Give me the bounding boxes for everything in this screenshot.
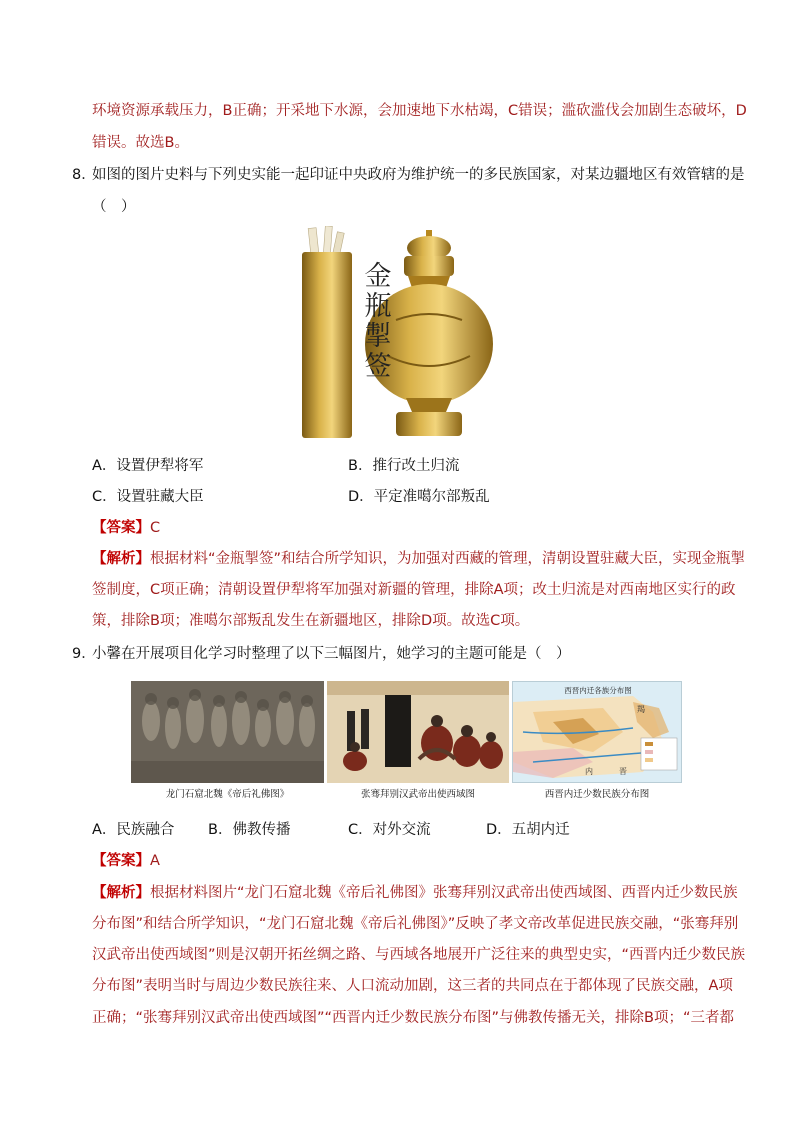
q9-analysis-text-1: 根据材料图片“龙门石窟北魏《帝后礼佛图》张骞拜别汉武帝出使西域图、西晋内迁少数民族 <box>150 885 738 901</box>
q8-analysis-line-2: 签制度，C项正确；清朝设置伊犁将军加强对新疆的管理，排除A项；改土归流是对西南地区实行的政 <box>92 582 736 598</box>
migration-map <box>513 682 682 783</box>
q8-stem-line-1: 如图的图片史料与下列史实能一起印证中央政府为维护统一的多民族国家，对某边疆地区有效管辖的是 <box>92 167 745 183</box>
q9-analysis-line-4: 分布图”表明当时与周边少数民族往来、人口流动加剧，这三者的共同点在于都体现了民族交融，A项 <box>92 978 733 994</box>
map-title: 西晋内迁各族分布图 <box>564 686 632 695</box>
map-label-jin: 晋 <box>619 767 627 776</box>
mural-painting <box>327 681 509 783</box>
q8-stem-line-2: （ ） <box>92 199 136 215</box>
map-label-jie: 羯 <box>637 705 645 714</box>
relief-caption: 龙门石窟北魏《帝后礼佛图》 <box>165 789 290 800</box>
q9-analysis-tag: 【解析】 <box>92 885 150 901</box>
prev-analysis-line-1: 环境资源承载压力，B正确；开采地下水源，会加速地下水枯竭，C错误；滥砍滥伐会加剧生态破坏，D <box>92 103 747 119</box>
q8-option-d: D．平定准噶尔部叛乱 <box>348 489 490 505</box>
golden-urn-label: 金瓶掣签 <box>364 261 392 382</box>
q8-answer-value: C <box>150 520 161 536</box>
q8-answer-tag: 【答案】 <box>92 520 150 536</box>
q8-analysis-text-1: 根据材料“金瓶掣签”和结合所学知识，为加强对西藏的管理，清朝设置驻藏大臣，实现金瓶掣 <box>150 551 746 567</box>
q9-analysis-line-1 <box>92 883 738 903</box>
q8-option-a: A．设置伊犁将军 <box>92 458 204 474</box>
q8-analysis-tag: 【解析】 <box>92 551 150 567</box>
golden-urn-image <box>296 226 526 440</box>
mural-image <box>327 681 509 783</box>
q9-analysis-line-2: 分布图”和结合所学知识，“龙门石窟北魏《帝后礼佛图》”反映了孝文帝改革促进民族交融，“张骞拜别 <box>92 916 739 932</box>
q9-analysis-line-5: 正确；“张骞拜别汉武帝出使西域图”“西晋内迁少数民族分布图”与佛教传播无关，排除B项；“三者都 <box>92 1010 735 1026</box>
q8-option-b: B．推行改土归流 <box>348 458 460 474</box>
q9-option-b: B．佛教传播 <box>208 822 291 838</box>
q9-answer-value: A <box>150 853 160 869</box>
q8-analysis-line-3: 策，排除B项；准噶尔部叛乱发生在新疆地区，排除D项。故选C项。 <box>92 613 530 629</box>
golden-urn-figure <box>296 226 526 440</box>
q9-option-c: C．对外交流 <box>348 822 431 838</box>
q8-analysis-line-1 <box>92 549 745 569</box>
relief-image <box>131 681 324 783</box>
q9-option-d: D．五胡内迁 <box>486 822 570 838</box>
q8-option-c: C．设置驻藏大臣 <box>92 489 204 505</box>
migration-map-image <box>512 681 682 783</box>
q9-option-a: A．民族融合 <box>92 822 175 838</box>
q9-analysis-line-3: 汉武帝出使西域图”则是汉朝开拓丝绸之路、与西域各地展开广泛往来的典型史实，“西晋内迁少数民族 <box>92 947 746 963</box>
mural-caption: 张骞拜别汉武帝出使西域图 <box>360 789 475 800</box>
q9-answer <box>92 851 160 871</box>
map-caption: 西晋内迁少数民族分布图 <box>544 789 650 800</box>
q9-number: 9． <box>72 646 96 662</box>
prev-analysis-line-2: 错误。故选B。 <box>92 135 189 151</box>
q9-stem: 小馨在开展项目化学习时整理了以下三幅图片，她学习的主题可能是（ ） <box>92 646 571 662</box>
q9-answer-tag: 【答案】 <box>92 853 150 869</box>
relief-texture <box>131 681 324 783</box>
q8-answer <box>92 518 160 538</box>
q8-number: 8． <box>72 167 96 183</box>
map-label-nei: 内 <box>585 767 593 776</box>
